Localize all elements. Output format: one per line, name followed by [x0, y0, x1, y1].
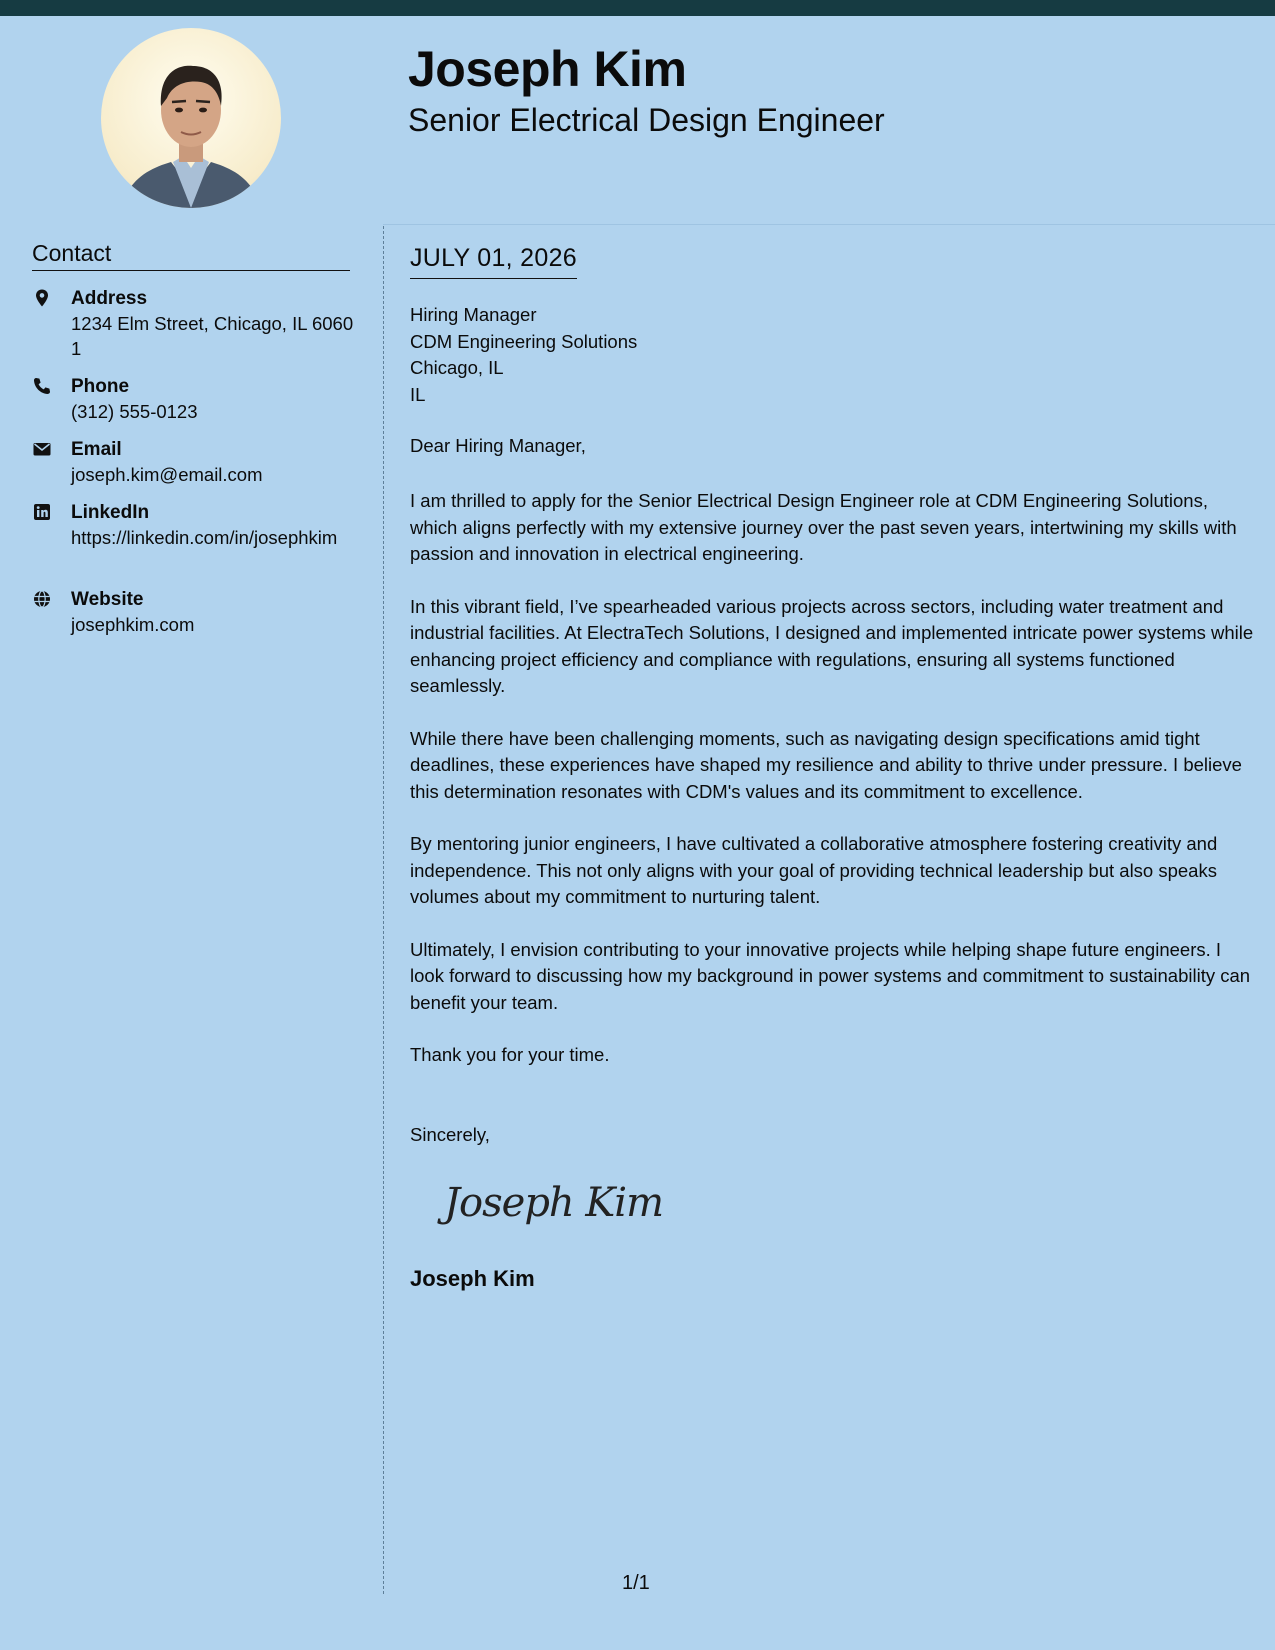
- letter-date: JULY 01, 2026: [410, 244, 577, 279]
- recipient-line: CDM Engineering Solutions: [410, 330, 638, 352]
- salutation: Dear Hiring Manager,: [410, 435, 586, 456]
- body-paragraph: I am thrilled to apply for the Senior Electrical Design Engineer role at CDM Engineering Solutions, which aligns perfectly with my extensive journey over the past seven years, intertwining my skills with passion and innovation in electrical engineering.: [410, 490, 1237, 564]
- contact-label: Email: [71, 439, 122, 460]
- recipient-line: IL: [410, 383, 426, 405]
- header-divider: [383, 224, 1275, 225]
- contact-phone: [32, 374, 350, 424]
- contact-address: [32, 286, 354, 361]
- body-paragraph: By mentoring junior engineers, I have cultivated a collaborative atmosphere fostering creativity and independence. This not only aligns with your goal of providing technical leadership but also speaks volumes about my commitment to nurturing talent.: [410, 833, 1218, 907]
- body-paragraph: Thank you for your time.: [410, 1044, 610, 1065]
- linkedin-icon: [32, 502, 58, 524]
- contact-website: [32, 587, 350, 637]
- phone-icon: [32, 376, 58, 398]
- contact-value: (312) 555-0123: [71, 401, 198, 422]
- candidate-title: Senior Electrical Design Engineer: [408, 102, 885, 138]
- candidate-name: Joseph Kim: [408, 41, 687, 97]
- contact-label: LinkedIn: [71, 502, 150, 523]
- page-number: 1/1: [622, 1572, 650, 1594]
- contact-value: joseph.kim@email.com: [71, 464, 263, 485]
- contact-value[interactable]: https://linkedin.com/in/josephkim: [71, 527, 338, 548]
- contact-value[interactable]: josephkim.com: [71, 614, 195, 635]
- letter-body: [410, 488, 1255, 1095]
- body-paragraph: While there have been challenging moments, such as navigating design specifications amid tight deadlines, these experiences have shaped my resilience and ability to thrive under pressure. I believe this determination resonates with CDM's values and its commitment to excellence.: [410, 727, 1242, 802]
- contact-label: Address: [71, 288, 148, 309]
- top-bar: [0, 0, 1275, 16]
- closing: Sincerely,: [410, 1124, 490, 1145]
- contact-heading: Contact: [32, 240, 350, 271]
- recipient-line: Hiring Manager: [410, 304, 537, 325]
- contact-email: [32, 437, 350, 487]
- recipient-line: Chicago, IL: [410, 357, 504, 378]
- body-paragraph: Ultimately, I envision contributing to your innovative projects while helping shape future engineers. I look forward to discussing how my background in power systems and commitment to sustainability can benefit your team.: [410, 938, 1251, 1013]
- contact-label: Website: [71, 589, 144, 610]
- contact-label: Phone: [71, 376, 130, 397]
- globe-icon: [32, 589, 58, 611]
- recipient-block: [410, 302, 637, 408]
- map-pin-icon: [32, 288, 58, 310]
- contact-value: 1234 Elm Street, Chicago, IL 60601: [71, 313, 354, 359]
- body-paragraph: In this vibrant field, I’ve spearheaded various projects across sectors, including water treatment and industrial facilities. At ElectraTech Solutions, I designed and implemented intricate power systems while enhancing project efficiency and compliance with regulations, ensuring all systems functioned seamlessly.: [410, 595, 1254, 696]
- signature: Joseph Kim: [444, 1180, 664, 1226]
- contact-linkedin: [32, 500, 350, 550]
- profile-photo: [101, 28, 281, 208]
- envelope-icon: [32, 439, 58, 461]
- column-divider: [383, 226, 384, 1594]
- portrait-illustration: [101, 28, 281, 208]
- signer-name: Joseph Kim: [410, 1266, 535, 1291]
